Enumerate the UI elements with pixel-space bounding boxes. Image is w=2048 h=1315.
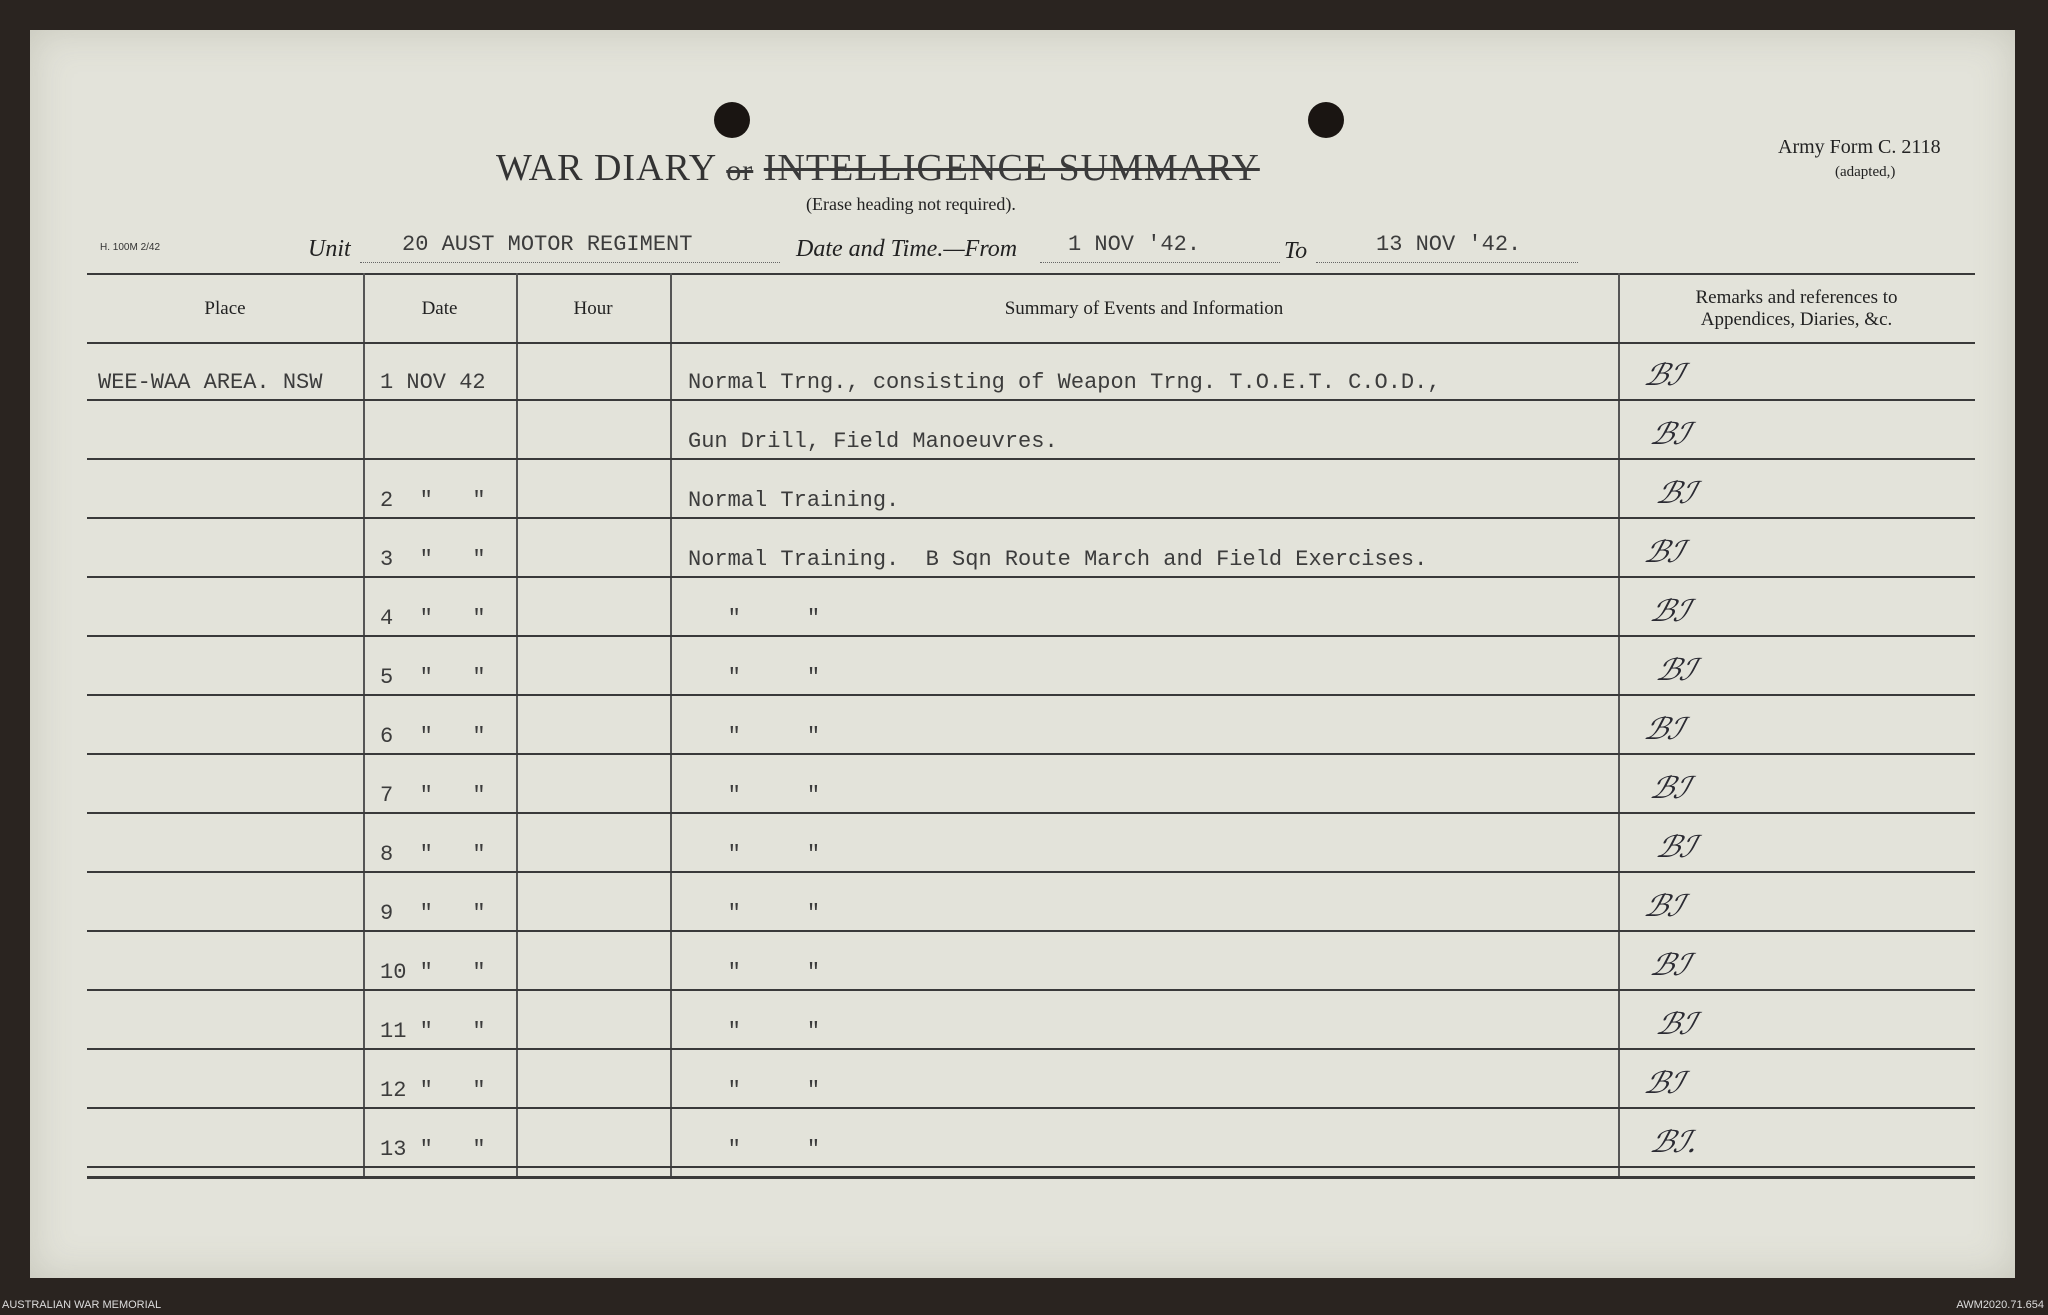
date-cell: 7 " " [380, 783, 486, 808]
col-divider-date [516, 273, 518, 1176]
table-bottom-rule [87, 1176, 1975, 1179]
date-cell: 2 " " [380, 488, 486, 513]
row-rule [87, 694, 1975, 696]
row-rule [87, 576, 1975, 578]
initials-mark: ℬℐ [1646, 948, 1694, 983]
header-hour: Hour [573, 298, 613, 319]
row-rule [87, 399, 1975, 401]
summary-cell: " " [688, 724, 821, 749]
row-rule [87, 517, 1975, 519]
place-cell: WEE-WAA AREA. NSW [98, 370, 323, 395]
row-rule [87, 930, 1975, 932]
row-rule [87, 635, 1975, 637]
row-rule [87, 458, 1975, 460]
header-remarks [1618, 287, 1975, 331]
summary-cell: " " [688, 606, 821, 631]
date-cell: 3 " " [380, 547, 486, 572]
summary-cell: Normal Training. B Sqn Route March and Field Exercises. [688, 547, 1428, 572]
row-rule [87, 871, 1975, 873]
to-label: To [1284, 238, 1308, 264]
initials-mark: ℬℐ. [1646, 1125, 1703, 1160]
from-date-value: 1 NOV '42. [1068, 232, 1201, 257]
row-rule [87, 989, 1975, 991]
title-war-diary: WAR DIARY [496, 147, 716, 189]
col-divider-place [363, 273, 365, 1176]
initials-mark: ℬℐ [1640, 889, 1688, 924]
date-time-label: Date and Time.—From [796, 236, 1018, 262]
war-diary-sheet [30, 30, 2015, 1278]
summary-cell: " " [688, 783, 821, 808]
summary-cell: " " [688, 665, 821, 690]
initials-mark: ℬℐ [1652, 476, 1700, 511]
summary-cell: Gun Drill, Field Manoeuvres. [688, 429, 1058, 454]
initials-mark: ℬℐ [1646, 417, 1694, 452]
initials-mark: ℬℐ [1652, 653, 1700, 688]
row-rule [87, 753, 1975, 755]
title-or: or [726, 154, 754, 187]
diary-table [30, 30, 2015, 1278]
header-place: Place [204, 298, 246, 319]
initials-mark: ℬℐ [1640, 1066, 1688, 1101]
army-form-label: Army Form C. 2118 [1778, 136, 1941, 158]
header-summary: Summary of Events and Information [1004, 298, 1284, 319]
footer-archive-label: AUSTRALIAN WAR MEMORIAL [2, 1299, 162, 1311]
date-cell: 5 " " [380, 665, 486, 690]
table-top-rule [87, 273, 1975, 275]
row-rule [87, 812, 1975, 814]
row-rule [87, 1166, 1975, 1168]
footer-catalogue-id: AWM2020.71.654 [1956, 1299, 2044, 1311]
date-cell: 12 " " [380, 1078, 486, 1103]
summary-cell: " " [688, 1019, 821, 1044]
erase-note: (Erase heading not required). [806, 194, 1016, 214]
date-cell: 6 " " [380, 724, 486, 749]
summary-cell: " " [688, 1078, 821, 1103]
initials-mark: ℬℐ [1640, 358, 1688, 393]
row-rule [87, 1107, 1975, 1109]
date-cell: 1 NOV 42 [380, 370, 486, 395]
summary-cell: " " [688, 901, 821, 926]
initials-mark: ℬℐ [1640, 535, 1688, 570]
header-remarks-line1: Remarks and references to [1695, 287, 1898, 308]
date-cell: 9 " " [380, 901, 486, 926]
initials-mark: ℬℐ [1652, 830, 1700, 865]
summary-cell: " " [688, 1137, 821, 1162]
summary-cell: Normal Trng., consisting of Weapon Trng. T.O.E.T. C.O.D., [688, 370, 1441, 395]
col-divider-hour [670, 273, 672, 1176]
summary-cell: " " [688, 842, 821, 867]
date-cell: 13 " " [380, 1137, 486, 1162]
header-remarks-line2: Appendices, Diaries, &c. [1700, 309, 1893, 330]
header-date: Date [421, 298, 458, 319]
date-cell: 8 " " [380, 842, 486, 867]
print-code: H. 100M 2/42 [100, 242, 161, 253]
unit-label: Unit [308, 236, 351, 262]
date-cell: 10 " " [380, 960, 486, 985]
initials-mark: ℬℐ [1640, 712, 1688, 747]
row-rule [87, 1048, 1975, 1050]
summary-cell: " " [688, 960, 821, 985]
header-rule [87, 342, 1975, 344]
title-intelligence-summary: INTELLIGENCE SUMMARY [763, 147, 1260, 189]
initials-mark: ℬℐ [1652, 1007, 1700, 1042]
initials-mark: ℬℐ [1646, 771, 1694, 806]
adapted-label: (adapted,) [1835, 164, 1896, 180]
date-cell: 4 " " [380, 606, 486, 631]
initials-mark: ℬℐ [1646, 594, 1694, 629]
col-divider-summary [1618, 273, 1620, 1176]
date-cell: 11 " " [380, 1019, 486, 1044]
to-date-value: 13 NOV '42. [1376, 232, 1522, 257]
unit-value: 20 AUST MOTOR REGIMENT [402, 232, 693, 257]
summary-cell: Normal Training. [688, 488, 900, 513]
